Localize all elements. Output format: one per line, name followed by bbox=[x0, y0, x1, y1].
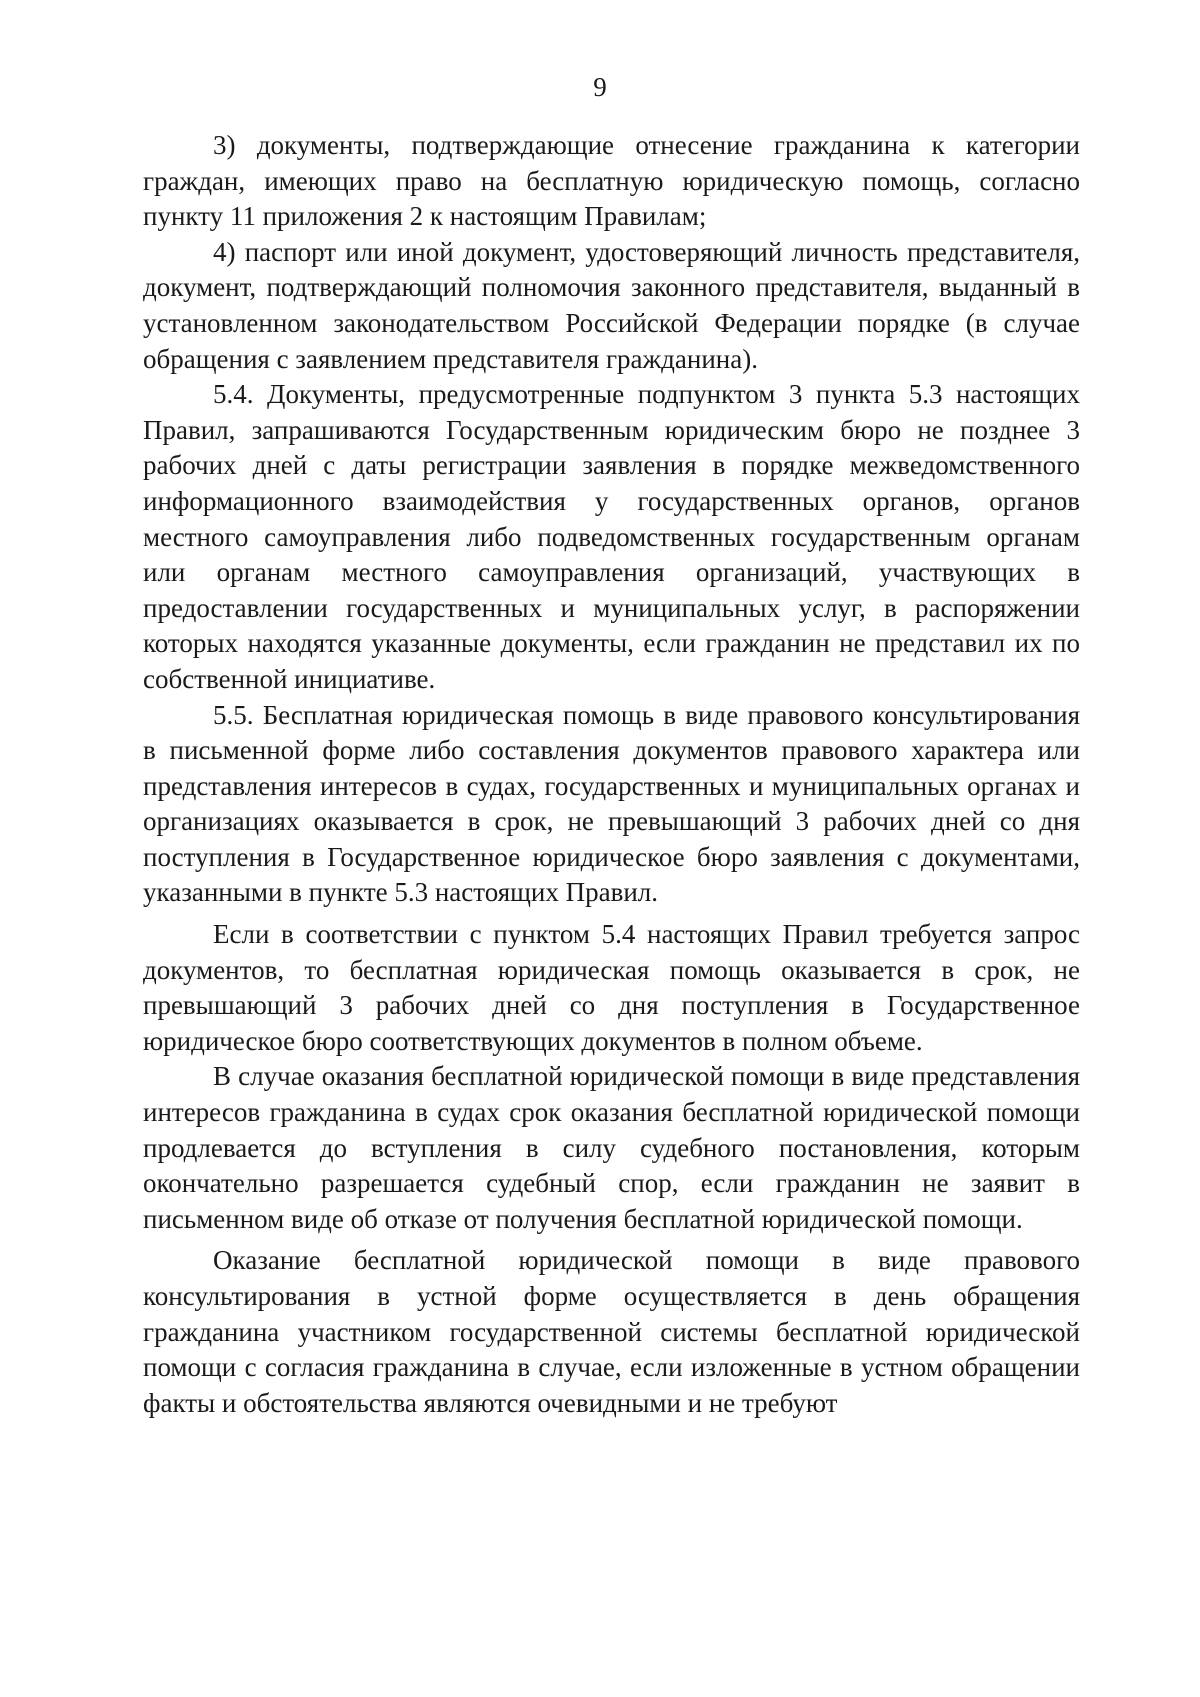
document-body bbox=[143, 128, 1080, 1421]
paragraph-5-4: 5.4. Документы, предусмотренные подпунктом 3 пункта 5.3 настоящих Правил, запрашиваются Государственным юридическим бюро не позднее 3 рабочих дней с даты регистрации заявления в порядке межведомственного информационного взаимодействия у государственных органов, органов местного самоуправления либо подведомственных государственным органам или органам местного самоуправления организаций, участвующих в предоставлении государственных и муниципальных услуг, в распоряжении которых находятся указанные документы, если гражданин не представил их по собственной инициативе. bbox=[143, 379, 1080, 694]
paragraph-5-5: 5.5. Бесплатная юридическая помощь в виде правового консультирования в письменной форме либо составления документов правового характера или представления интересов в судах, государственных и муниципальных органах и организациях оказывается в срок, не превышающий 3 рабочих дней со дня поступления в Государственное юридическое бюро заявления с документами, указанными в пункте 5.3 настоящих Правил. bbox=[143, 699, 1080, 908]
paragraph-item-3: 3) документы, подтверждающие отнесение гражданина к категории граждан, имеющих право на бесплатную юридическую помощь, согласно пункту 11 приложения 2 к настоящим Правилам; bbox=[143, 130, 1080, 232]
paragraph-item-4: 4) паспорт или иной документ, удостоверяющий личность представителя, документ, подтверждающий полномочия законного представителя, выданный в установленном законодательством Российской Федерации порядке (в случае обращения с заявлением представителя гражданина). bbox=[143, 236, 1080, 374]
paragraph-court-representation: В случае оказания бесплатной юридической помощи в виде представления интересов гражданина в судах срок оказания бесплатной юридической помощи продлевается до вступления в силу судебного постановления, которым окончательно разрешается судебный спор, если гражданин не заявит в письменном виде об отказе от получения бесплатной юридической помощи. bbox=[143, 1061, 1080, 1234]
page-number: 9 bbox=[593, 72, 607, 102]
paragraph-document-request: Если в соответствии с пунктом 5.4 настоящих Правил требуется запрос документов, то бесплатная юридическая помощь оказывается в срок, не превышающий 3 рабочих дней со дня поступления в Государственное юридическое бюро соответствующих документов в полном объеме. bbox=[143, 919, 1080, 1056]
paragraph-oral-consultation: Оказание бесплатной юридической помощи в виде правового консультирования в устной форме осуществляется в день обращения гражданина участником государственной системы бесплатной юридической помощи с согласия гражданина в случае, если изложенные в устном обращении факты и обстоятельства являются очевидными и не требуют bbox=[143, 1245, 1080, 1418]
